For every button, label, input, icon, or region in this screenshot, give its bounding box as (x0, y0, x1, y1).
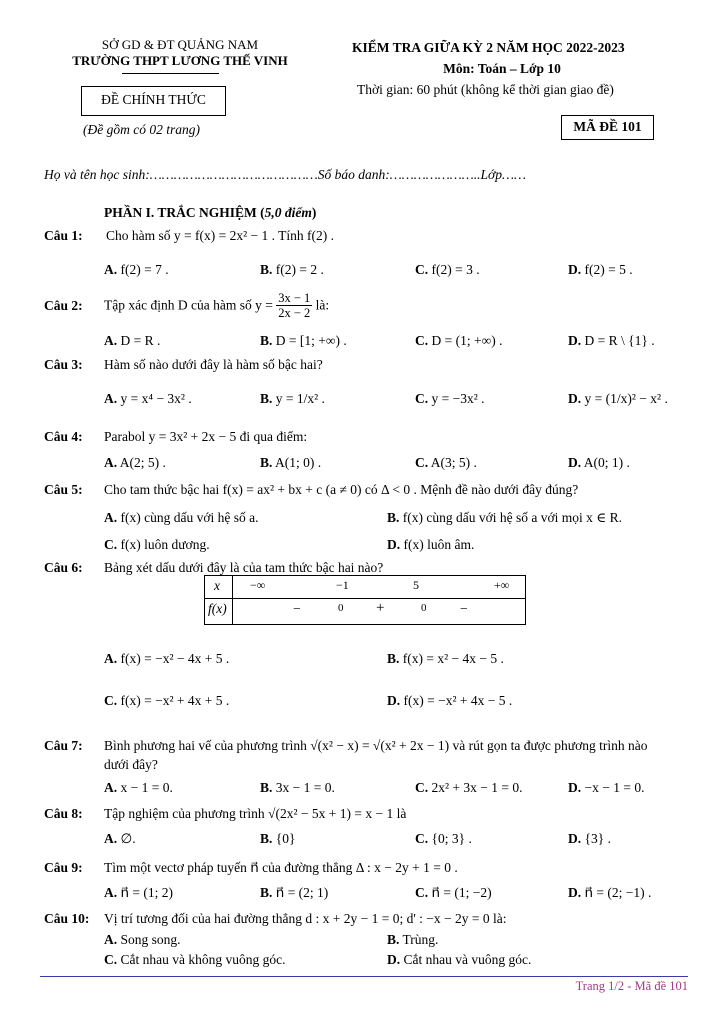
option-letter: A. (104, 455, 118, 470)
section-title (104, 205, 316, 221)
option-c: C. n⃗ = (1; −2) (415, 885, 492, 900)
option-letter: B. (387, 651, 400, 666)
option-d: D. A(0; 1) . (568, 455, 630, 470)
option-b: B. y = 1/x² . (260, 391, 325, 406)
question-text: Hàm số nào dưới đây là hàm số bậc hai? (104, 357, 323, 372)
option-d: D. f(x) = −x² + 4x − 5 . (387, 693, 513, 708)
option-letter: B. (260, 391, 273, 406)
option-d: D. y = (1/x)² − x² . (568, 391, 668, 406)
option-c: C. f(2) = 3 . (415, 262, 480, 277)
option-letter: B. (260, 780, 273, 795)
question-text: Cho hàm số y = f(x) = 2x² − 1 . Tính f(2) . (106, 228, 334, 243)
option-letter: B. (260, 455, 273, 470)
option-letter: A. (104, 333, 118, 348)
exam-time: Thời gian: 60 phút (không kể thời gian giao đề) (357, 82, 614, 97)
table-root-2: 5 (413, 578, 419, 592)
option-letter: D. (568, 780, 582, 795)
table-fx-label: f(x) (208, 601, 227, 616)
question-text: Vị trí tương đối của hai đường thẳng d : x + 2y − 1 = 0; d' : −x − 2y = 0 là: (104, 911, 507, 926)
option-d: D. n⃗ = (2; −1) . (568, 885, 652, 900)
option-a: A. Song song. (104, 932, 181, 947)
option-c: C. {0; 3} . (415, 831, 472, 846)
option-letter: A. (104, 831, 118, 846)
department-name: SỞ GD & ĐT QUẢNG NAM (101, 37, 259, 52)
option-b: B. 3x − 1 = 0. (260, 780, 335, 795)
option-letter: B. (260, 262, 273, 277)
question-label: Câu 4: (44, 429, 83, 444)
option-letter: C. (415, 831, 429, 846)
option-letter: B. (260, 333, 273, 348)
table-root-1: −1 (336, 578, 349, 592)
exam-code: MÃ ĐỀ 101 (573, 119, 642, 134)
section-title-text: PHẦN I. TRẮC NGHIỆM ( (104, 205, 265, 220)
fraction (276, 291, 312, 320)
option-letter: D. (387, 952, 401, 967)
option-letter: C. (104, 537, 118, 552)
option-letter: C. (104, 693, 118, 708)
option-letter: A. (104, 262, 118, 277)
option-letter: B. (260, 885, 273, 900)
option-a: A. f(x) = −x² − 4x + 5 . (104, 651, 230, 666)
option-b: B. A(1; 0) . (260, 455, 322, 470)
option-letter: D. (568, 455, 582, 470)
table-neg-inf: −∞ (250, 578, 266, 592)
question-text-pre: Tập xác định D của hàm số y = (104, 297, 273, 313)
option-a: A. y = x⁴ − 3x² . (104, 391, 192, 406)
option-a: A. x − 1 = 0. (104, 780, 173, 795)
option-d: D. f(2) = 5 . (568, 262, 633, 277)
option-b: B. f(x) cùng dấu với hệ số a với mọi x ∈ R. (387, 510, 623, 525)
option-c: C. Cắt nhau và không vuông góc. (104, 952, 286, 967)
table-x-label: x (214, 578, 220, 593)
question-label: Câu 3: (44, 357, 83, 372)
option-a: A. n⃗ = (1; 2) (104, 885, 174, 900)
option-d: D. −x − 1 = 0. (568, 780, 645, 795)
question-text-cont: dưới đây? (104, 757, 158, 772)
question-text-post: là: (315, 297, 330, 313)
option-letter: D. (387, 693, 401, 708)
question-label: Câu 5: (44, 482, 83, 497)
school-name: TRƯỜNG THPT LƯƠNG THẾ VINH (72, 53, 288, 68)
option-letter: C. (415, 885, 429, 900)
option-letter: C. (415, 780, 429, 795)
option-letter: D. (387, 537, 401, 552)
section-title-close: ) (311, 205, 317, 220)
option-a: A. f(x) cùng dấu với hệ số a. (104, 510, 259, 525)
option-letter: D. (568, 885, 582, 900)
option-b: B. {0} (260, 831, 296, 846)
question-label: Câu 9: (44, 860, 83, 875)
option-letter: D. (568, 831, 582, 846)
option-letter: C. (415, 391, 429, 406)
question-text: Tìm một vectơ pháp tuyến n⃗ của đường thẳng Δ : x − 2y + 1 = 0 . (104, 860, 458, 875)
option-letter: A. (104, 391, 118, 406)
table-sign-1: − (293, 601, 301, 616)
table-sign-3: − (460, 601, 468, 616)
question-label: Câu 7: (44, 738, 83, 753)
option-d: D. {3} . (568, 831, 611, 846)
question-text: Parabol y = 3x² + 2x − 5 đi qua điểm: (104, 429, 308, 444)
option-a: A. f(2) = 7 . (104, 262, 169, 277)
question-text (104, 291, 329, 320)
fraction-numerator: 3x − 1 (278, 291, 311, 305)
option-b: B. Trùng. (387, 932, 439, 947)
table-sign-2: + (376, 600, 385, 616)
option-a: A. ∅. (104, 831, 136, 846)
student-info-line: Họ và tên học sinh:……………………………………Số báo danh:…………………..Lớp…… (44, 167, 527, 182)
sign-table-row-divider (204, 598, 525, 599)
table-zero-2: 0 (421, 602, 427, 614)
option-c: C. y = −3x² . (415, 391, 485, 406)
option-letter: B. (387, 932, 400, 947)
option-c: C. A(3; 5) . (415, 455, 477, 470)
subject: Môn: Toán – Lớp 10 (443, 61, 561, 76)
sign-table-divider (232, 575, 233, 624)
option-letter: A. (104, 510, 118, 525)
question-label: Câu 10: (44, 911, 90, 926)
question-label: Câu 1: (44, 228, 83, 243)
table-pos-inf: +∞ (494, 578, 510, 592)
option-b: B. f(2) = 2 . (260, 262, 324, 277)
option-letter: B. (260, 831, 273, 846)
option-c: C. f(x) = −x² + 4x + 5 . (104, 693, 230, 708)
question-text: Bảng xét dấu dưới đây là của tam thức bậc hai nào? (104, 560, 384, 575)
option-d: D. f(x) luôn âm. (387, 537, 475, 552)
option-letter: C. (415, 455, 429, 470)
section-score: 5,0 điểm (264, 205, 312, 220)
option-b: B. n⃗ = (2; 1) (260, 885, 329, 900)
header-underline (122, 73, 219, 74)
page-footer: Trang 1/2 - Mã đề 101 (575, 979, 688, 993)
option-b: B. D = [1; +∞) . (260, 333, 347, 348)
option-letter: A. (104, 780, 118, 795)
exam-title: KIỂM TRA GIỮA KỲ 2 NĂM HỌC 2022-2023 (352, 40, 625, 55)
pages-note: (Đề gồm có 02 trang) (83, 122, 200, 137)
option-a: A. A(2; 5) . (104, 455, 166, 470)
option-letter: B. (387, 510, 400, 525)
option-c: C. 2x² + 3x − 1 = 0. (415, 780, 523, 795)
question-label: Câu 6: (44, 560, 83, 575)
option-letter: C. (104, 952, 118, 967)
option-letter: D. (568, 333, 582, 348)
question-text: Tập nghiệm của phương trình √(2x² − 5x + 1) = x − 1 là (104, 806, 407, 821)
official-label: ĐỀ CHÍNH THỨC (101, 92, 206, 107)
option-a: A. D = R . (104, 333, 161, 348)
option-letter: A. (104, 932, 118, 947)
option-letter: C. (415, 333, 429, 348)
footer-rule (40, 976, 688, 977)
option-letter: A. (104, 885, 118, 900)
question-text: Bình phương hai vế của phương trình √(x² − x) = √(x² + 2x − 1) và rút gọn ta được phương trình nào (104, 738, 648, 753)
question-text: Cho tam thức bậc hai f(x) = ax² + bx + c (a ≠ 0) có Δ < 0 . Mệnh đề nào dưới đây đúng? (104, 482, 579, 497)
option-d: D. Cắt nhau và vuông góc. (387, 952, 532, 967)
option-b: B. f(x) = x² − 4x − 5 . (387, 651, 504, 666)
question-label: Câu 2: (44, 298, 83, 313)
option-c: C. D = (1; +∞) . (415, 333, 503, 348)
option-letter: A. (104, 651, 118, 666)
option-letter: D. (568, 391, 582, 406)
option-letter: C. (415, 262, 429, 277)
fraction-denominator: 2x − 2 (278, 306, 311, 320)
option-d: D. D = R \ {1} . (568, 333, 655, 348)
option-letter: D. (568, 262, 582, 277)
table-zero-1: 0 (338, 602, 344, 614)
option-c: C. f(x) luôn dương. (104, 537, 210, 552)
question-label: Câu 8: (44, 806, 83, 821)
